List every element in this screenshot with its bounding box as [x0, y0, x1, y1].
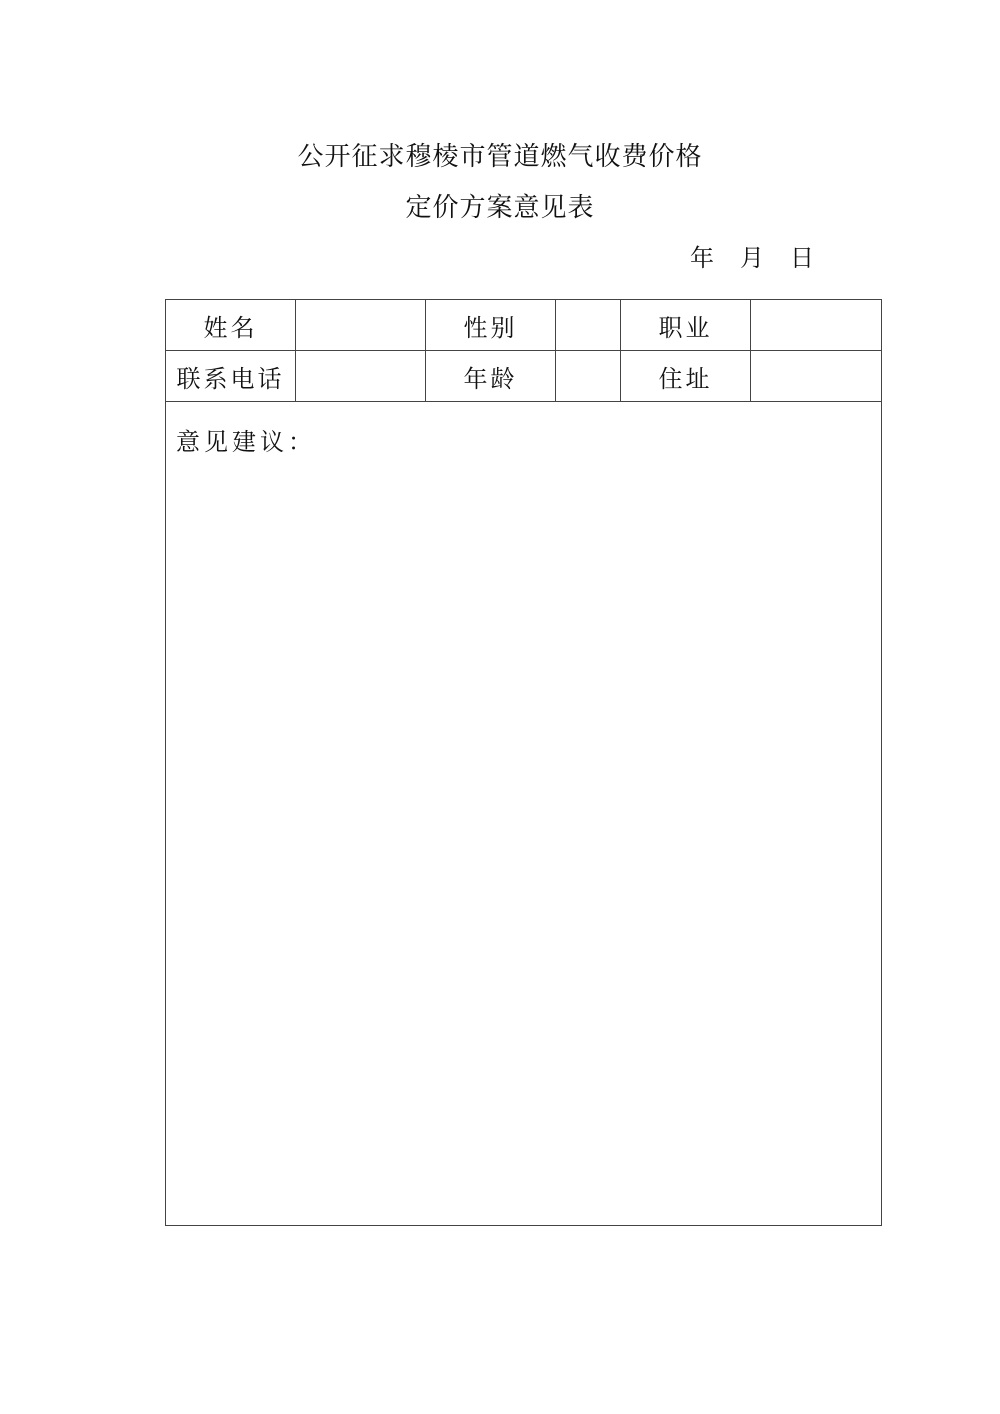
date-month-label: 月: [740, 244, 764, 272]
address-field[interactable]: [751, 351, 882, 402]
name-field[interactable]: [296, 300, 426, 351]
form-row-contact: [166, 351, 882, 402]
date-day-label: 日: [790, 244, 814, 272]
opinion-label: 意见建议：: [176, 428, 316, 456]
form-row-personal: [166, 300, 882, 351]
phone-label: 联系电话: [166, 351, 296, 402]
opinion-form-table: [165, 299, 882, 1226]
page-subtitle: 定价方案意见表: [405, 193, 595, 223]
gender-field[interactable]: [556, 300, 621, 351]
name-label: 姓名: [166, 300, 296, 351]
occupation-label: 职业: [621, 300, 751, 351]
age-field[interactable]: [556, 351, 621, 402]
address-label: 住址: [621, 351, 751, 402]
phone-field[interactable]: [296, 351, 426, 402]
occupation-field[interactable]: [751, 300, 882, 351]
date-year-label: 年: [690, 244, 714, 272]
opinion-field[interactable]: [166, 402, 882, 1226]
page-title: 公开征求穆棱市管道燃气收费价格: [297, 142, 703, 172]
date-line: [690, 238, 814, 273]
age-label: 年龄: [426, 351, 556, 402]
form-row-opinion: [166, 402, 882, 1226]
gender-label: 性别: [426, 300, 556, 351]
